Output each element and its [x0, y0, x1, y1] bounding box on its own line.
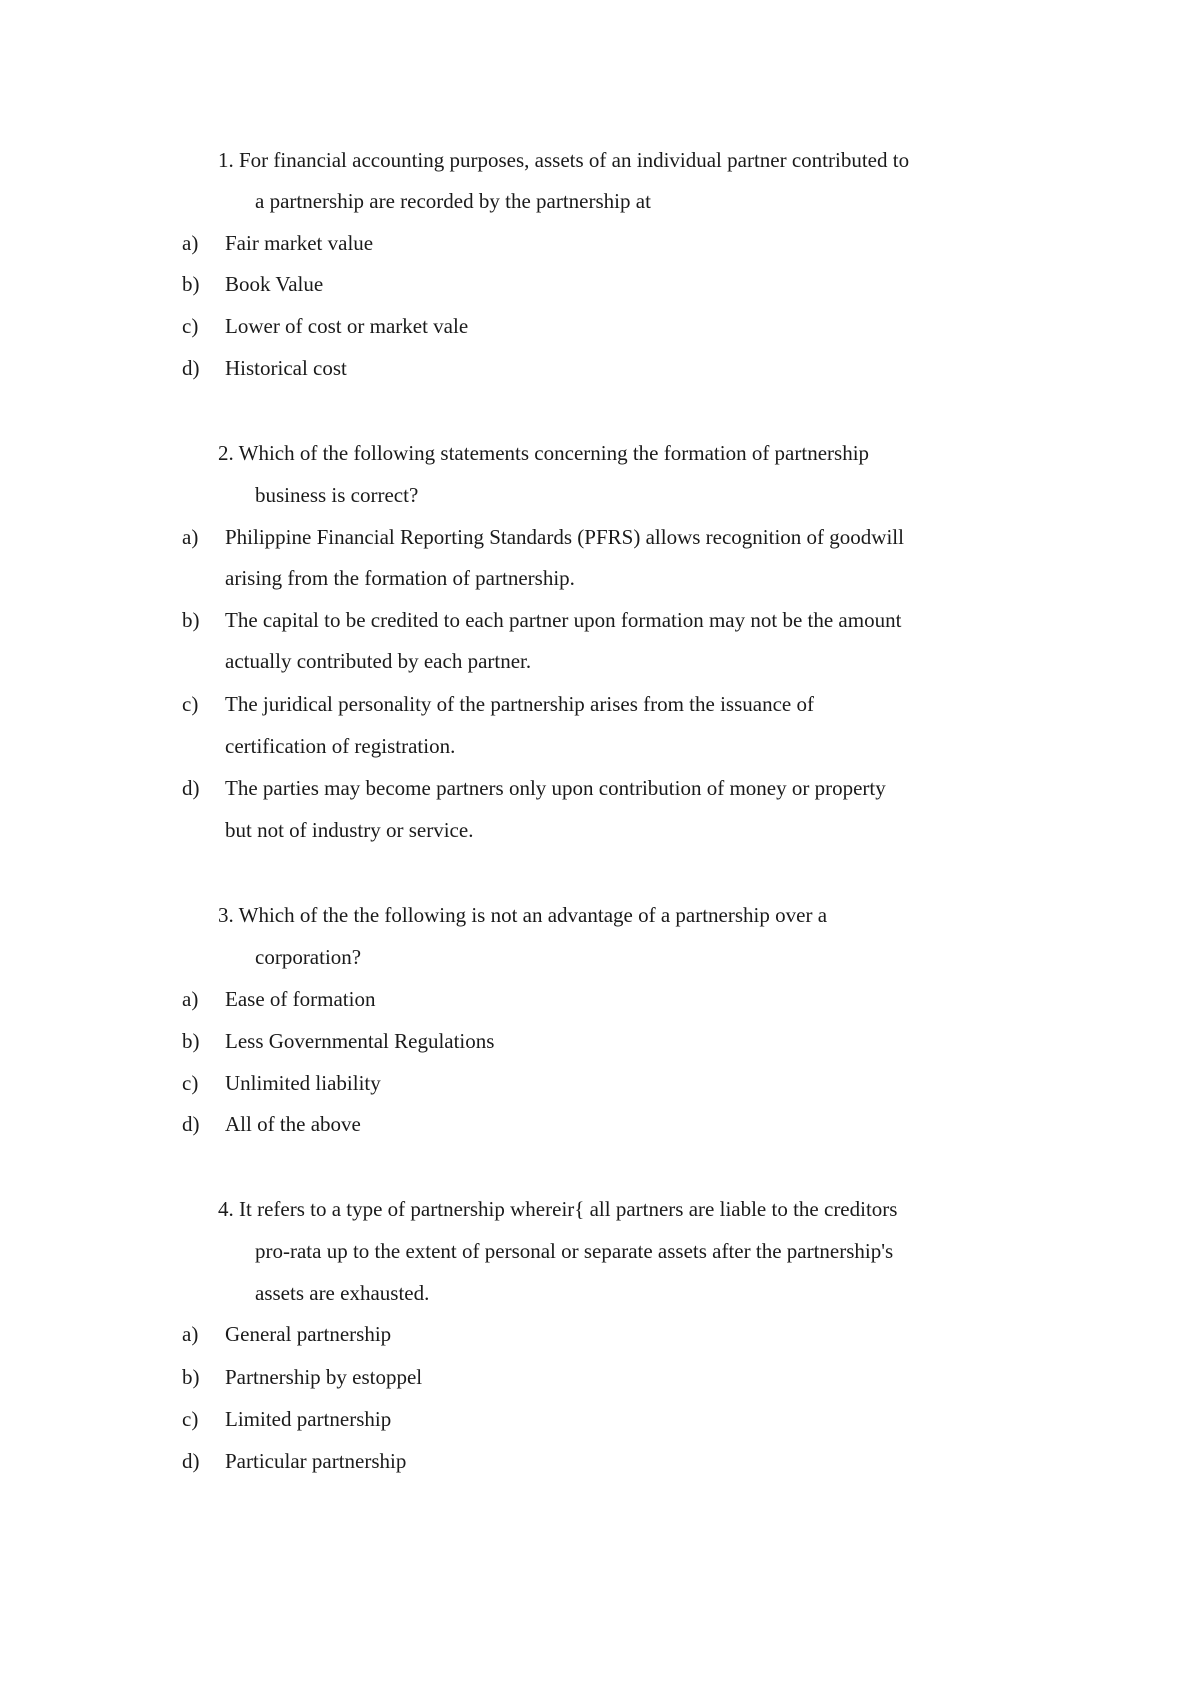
- question-2-option-a-label: a): [182, 525, 199, 549]
- question-1-line-1: For financial accounting purposes, assets of an individual partner contributed to: [239, 148, 910, 172]
- question-1-option-a-text: Fair market value: [225, 231, 374, 255]
- question-3-option-d-text: All of the above: [225, 1112, 361, 1136]
- question-1-number: 1.: [218, 148, 234, 172]
- question-1-option-c-text: Lower of cost or market vale: [225, 314, 469, 338]
- question-3-option-b-text: Less Governmental Regulations: [225, 1029, 495, 1053]
- question-3-option-d-label: d): [182, 1112, 200, 1136]
- question-3-option-b-label: b): [182, 1029, 200, 1053]
- question-1-text: [218, 147, 909, 173]
- question-2-number: 2.: [218, 441, 234, 465]
- question-1-option-c-label: c): [182, 314, 199, 338]
- question-2-line-1: Which of the following statements concerning the formation of partnership: [238, 441, 870, 465]
- question-1-option-d-text: Historical cost: [225, 356, 347, 380]
- question-1-option-d-label: d): [182, 356, 200, 380]
- question-2-option-c-label: c): [182, 692, 199, 716]
- question-2-option-b-label: b): [182, 608, 200, 632]
- question-2-option-c-line-2: certification of registration.: [225, 734, 456, 758]
- question-4-line-3: assets are exhausted.: [255, 1281, 430, 1305]
- question-4-line-2: pro-rata up to the extent of personal or separate assets after the partnership's: [255, 1239, 894, 1263]
- question-4-text: [218, 1196, 897, 1222]
- question-4-option-a-label: a): [182, 1322, 199, 1346]
- question-2-option-a-line-2: arising from the formation of partnership.: [225, 566, 575, 590]
- question-4-number: 4.: [218, 1197, 234, 1221]
- question-4-option-b-text: Partnership by estoppel: [225, 1365, 423, 1389]
- question-3-option-c-text: Unlimited liability: [225, 1071, 381, 1095]
- question-3-text: [218, 902, 827, 928]
- question-2-line-2: business is correct?: [255, 483, 419, 507]
- question-4-option-c-text: Limited partnership: [225, 1407, 392, 1431]
- question-2-option-b-line-2: actually contributed by each partner.: [225, 649, 532, 673]
- question-2-option-d-line-1: The parties may become partners only upon contribution of money or property: [225, 776, 886, 800]
- question-3-line-2: corporation?: [255, 945, 362, 969]
- question-1-option-b-label: b): [182, 272, 200, 296]
- question-1-option-a-label: a): [182, 231, 199, 255]
- question-3-option-c-label: c): [182, 1071, 199, 1095]
- question-4-option-c-label: c): [182, 1407, 199, 1431]
- question-4-option-a-text: General partnership: [225, 1322, 392, 1346]
- question-3-number: 3.: [218, 903, 234, 927]
- question-2-text: [218, 440, 869, 466]
- question-2-option-a-line-1: Philippine Financial Reporting Standards (PFRS) allows recognition of goodwill: [225, 525, 904, 549]
- question-4-option-d-label: d): [182, 1449, 200, 1473]
- question-4-line-1: It refers to a type of partnership whereir{ all partners are liable to the creditors: [239, 1197, 898, 1221]
- question-4-option-b-label: b): [182, 1365, 200, 1389]
- question-2-option-c-line-1: The juridical personality of the partnership arises from the issuance of: [225, 692, 814, 716]
- question-3-line-1: Which of the the following is not an advantage of a partnership over a: [238, 903, 828, 927]
- question-3-option-a-label: a): [182, 987, 199, 1011]
- question-4-option-d-text: Particular partnership: [225, 1449, 407, 1473]
- question-2-option-d-label: d): [182, 776, 200, 800]
- question-1-line-2: a partnership are recorded by the partnership at: [255, 189, 651, 213]
- question-2-option-d-line-2: but not of industry or service.: [225, 818, 474, 842]
- question-1-option-b-text: Book Value: [225, 272, 324, 296]
- question-3-option-a-text: Ease of formation: [225, 987, 376, 1011]
- question-2-option-b-line-1: The capital to be credited to each partner upon formation may not be the amount: [225, 608, 902, 632]
